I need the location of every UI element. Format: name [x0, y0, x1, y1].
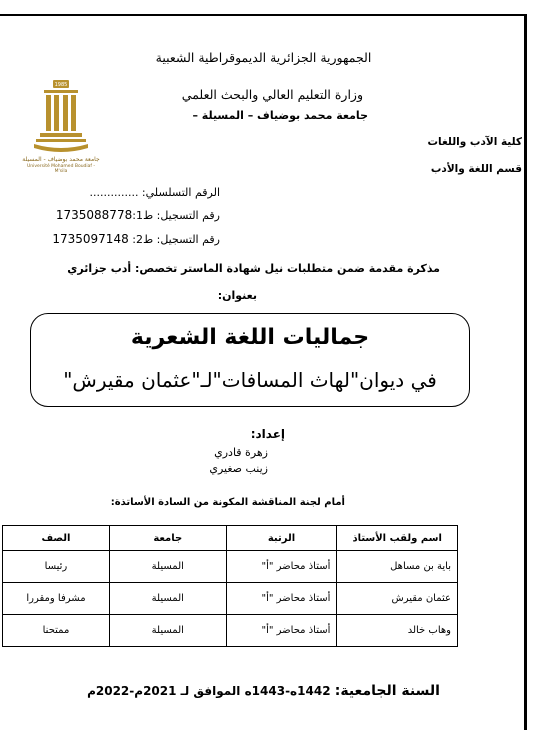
table-header-row [3, 526, 458, 551]
student-name: زينب صغيري [209, 462, 268, 475]
department-name: قسم اللغة والأدب [430, 163, 522, 175]
column-header: الرتبة [226, 526, 337, 551]
logo-caption-fr: Université Mohamed Boudiaf - M'sila [26, 164, 96, 174]
title-label: بعنوان: [217, 289, 257, 302]
table-cell: أستاذ محاضر "أ" [226, 551, 337, 583]
table-cell: ممتحنا [3, 615, 110, 647]
table-cell: عثمان مقيرش [337, 583, 458, 615]
university-logo [20, 78, 102, 174]
academic-year-label: السنة الجامعية: [334, 683, 440, 699]
serial-number: الرقم التسلسلي: .............. [89, 186, 220, 199]
table-row [3, 551, 458, 583]
column-header: الصف [3, 526, 110, 551]
university-name: جامعة محمد بوضياف – المسيلة – [192, 109, 368, 122]
committee-label: أمام لجنة المناقشة المكونة من السادة الأساتذة: [110, 497, 345, 508]
republic-heading: الجمهورية الجزائرية الديموقراطية الشعبية [155, 50, 372, 65]
table-row [3, 615, 458, 647]
table-cell: وهاب خالد [337, 615, 458, 647]
registration-1-value: 1735088778 [55, 208, 133, 222]
table-cell: باية بن مساهل [337, 551, 458, 583]
column-header: اسم ولقب الأستاذ [337, 526, 458, 551]
table-cell: أستاذ محاضر "أ" [226, 583, 337, 615]
academic-year [0, 683, 527, 699]
table-cell: مشرفا ومقررا [3, 583, 110, 615]
table-row [3, 583, 458, 615]
table-cell: المسيلة [109, 551, 226, 583]
memo-statement: مذكرة مقدمة ضمن متطلبات نيل شهادة الماستر تخصص: أدب جزائري [67, 262, 440, 275]
registration-2: رقم التسجيل: ط2: 1735097148 [52, 232, 220, 246]
table-cell: المسيلة [109, 615, 226, 647]
registration-2-value: 1735097148 [52, 232, 129, 246]
registration-1: رقم التسجيل: ط1:1735088778 [55, 208, 220, 222]
logo-caption-ar: جامعة محمد بوضياف - المسيلة [22, 156, 100, 163]
column-header: جامعة [109, 526, 226, 551]
thesis-title: جماليات اللغة الشعرية [130, 325, 370, 350]
table-cell: أستاذ محاضر "أ" [226, 615, 337, 647]
student-name: زهرة قادري [214, 446, 268, 459]
university-logo-icon [20, 78, 102, 156]
academic-year-value: 1442ه-1443ه الموافق لـ 2021م-2022م [87, 684, 331, 698]
faculty-name: كلية الآدب واللغات [427, 136, 522, 148]
table-cell: المسيلة [109, 583, 226, 615]
svg-text:1985: 1985 [54, 82, 68, 88]
thesis-subtitle: في ديوان"لهاث المسافات"لـ"عثمان مقيرش" [63, 368, 437, 392]
table-cell: رئيسا [3, 551, 110, 583]
preparation-label: إعداد: [250, 427, 285, 441]
committee-table [2, 525, 458, 647]
ministry-heading: وزارة التعليم العالي والبحث العلمي [181, 87, 363, 102]
